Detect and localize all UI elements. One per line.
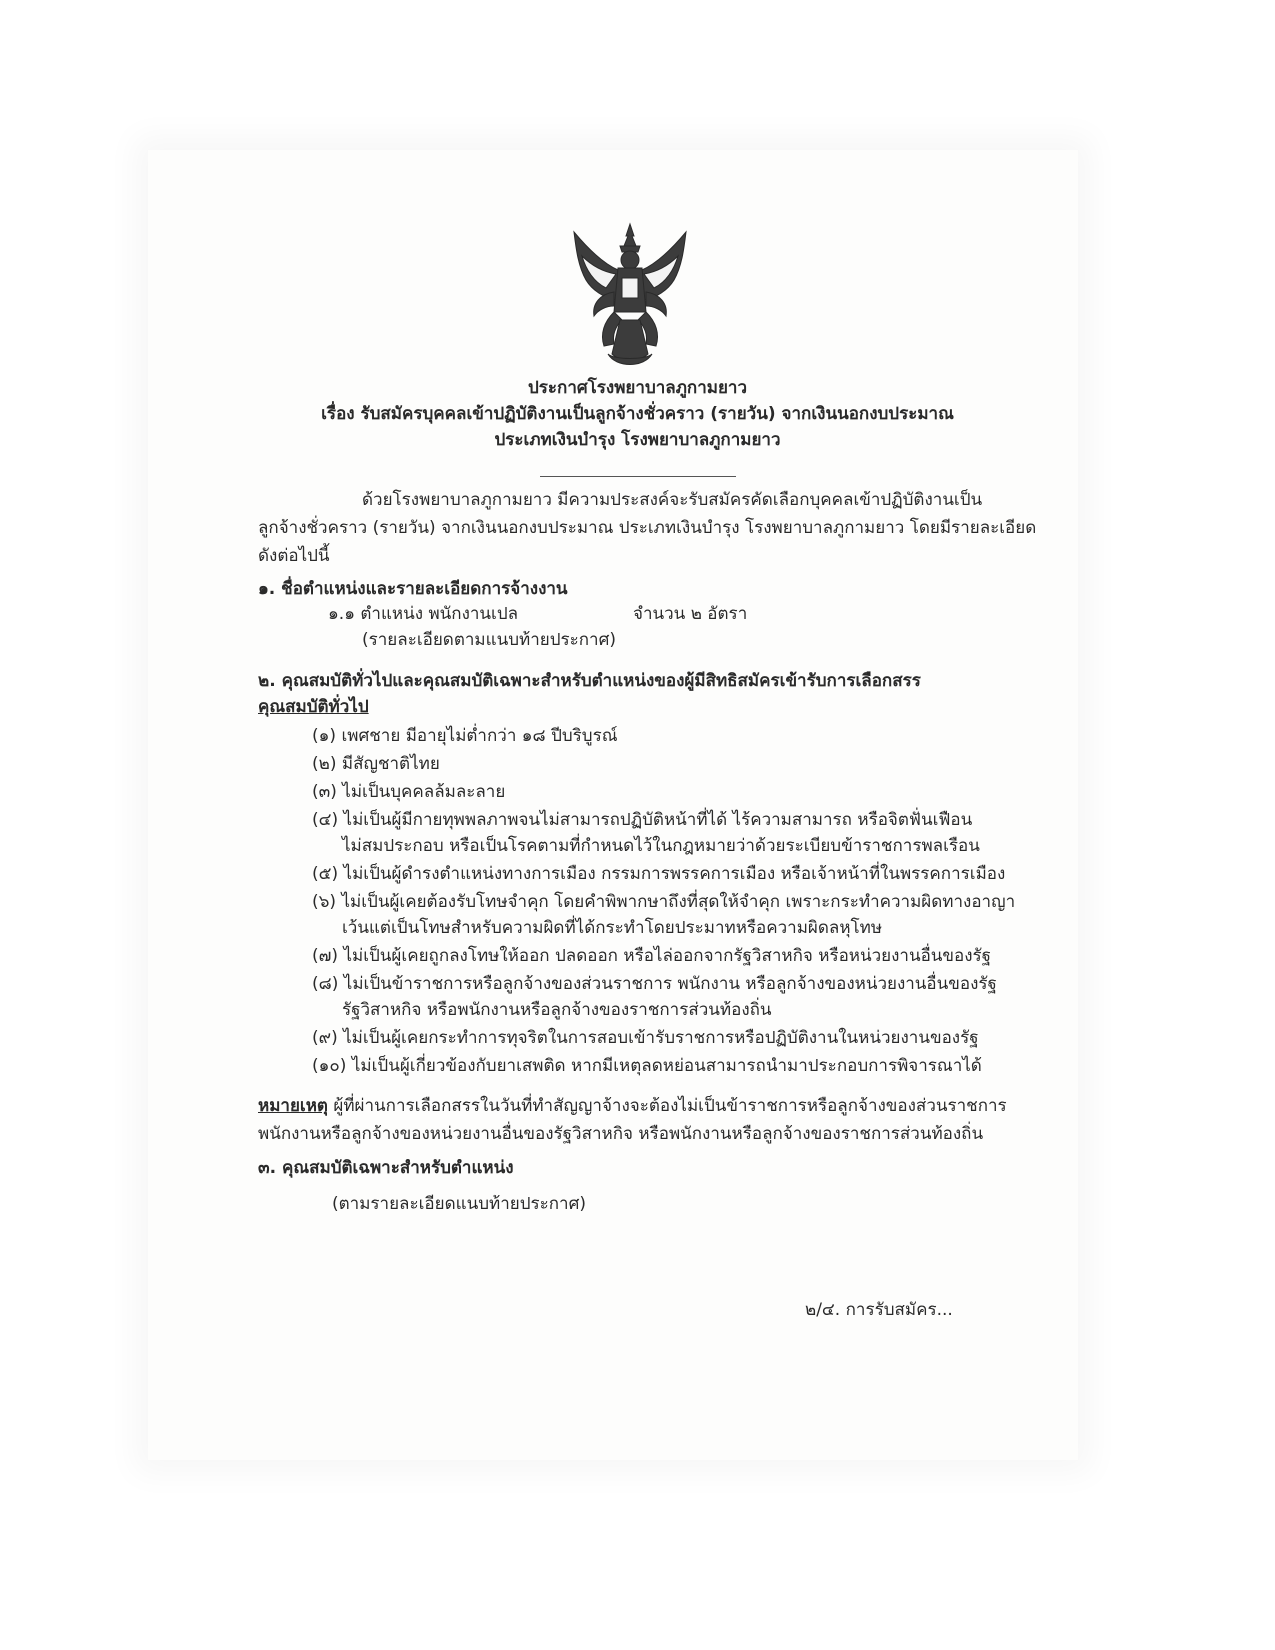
intro-line-1: ด้วยโรงพยาบาลภูกามยาว มีความประสงค์จะรับสมัครคัดเลือกบุคคลเข้าปฏิบัติงานเป็น bbox=[362, 490, 983, 510]
qualification-item: (๙) ไม่เป็นผู้เคยกระทำการทุจริตในการสอบเข้ารับราชการหรือปฏิบัติงานในหน่วยงานของรัฐ bbox=[312, 1028, 979, 1048]
section-2-title: ๒. คุณสมบัติทั่วไปและคุณสมบัติเฉพาะสำหรับตำแหน่งของผู้มีสิทธิสมัครเข้ารับการเลือกสรร bbox=[258, 671, 921, 691]
section-1-title: ๑. ชื่อตำแหน่งและรายละเอียดการจ้างงาน bbox=[258, 579, 568, 599]
qualification-item: (๑) เพศชาย มีอายุไม่ต่ำกว่า ๑๘ ปีบริบูรณ์ bbox=[312, 726, 618, 746]
qualification-item: (๒) มีสัญชาติไทย bbox=[312, 754, 440, 774]
position-detail-note: (รายละเอียดตามแนบท้ายประกาศ) bbox=[362, 630, 617, 650]
qualification-item-continued: เว้นแต่เป็นโทษสำหรับความผิดที่ได้กระทำโดยประมาทหรือความผิดลหุโทษ bbox=[342, 918, 883, 938]
remark-label: หมายเหตุ bbox=[258, 1096, 328, 1116]
qualification-item-continued: รัฐวิสาหกิจ หรือพนักงานหรือลูกจ้างของราชการส่วนท้องถิ่น bbox=[342, 1000, 772, 1020]
remark-line-1 bbox=[258, 1094, 1007, 1118]
position-name: ๑.๑ ตำแหน่ง พนักงานเปล bbox=[328, 604, 519, 624]
remark-text: ผู้ที่ผ่านการเลือกสรรในวันที่ทำสัญญาจ้างจะต้องไม่เป็นข้าราชการหรือลูกจ้างของส่วนราชการ bbox=[327, 1096, 1007, 1116]
section-3-title: ๓. คุณสมบัติเฉพาะสำหรับตำแหน่ง bbox=[258, 1158, 514, 1178]
next-page-footer: ๒/๔. การรับสมัคร... bbox=[805, 1300, 953, 1320]
intro-line-2: ลูกจ้างชั่วคราว (รายวัน) จากเงินนอกงบประมาณ ประเภทเงินบำรุง โรงพยาบาลภูกามยาว โดยมีรายละเอียด bbox=[258, 518, 1037, 538]
general-qualifications-heading: คุณสมบัติทั่วไป bbox=[258, 697, 369, 717]
qualification-item: (๘) ไม่เป็นข้าราชการหรือลูกจ้างของส่วนราชการ พนักงาน หรือลูกจ้างของหน่วยงานอื่นของรัฐ bbox=[312, 974, 997, 994]
announcement-subject: เรื่อง รับสมัครบุคคลเข้าปฏิบัติงานเป็นลูกจ้างชั่วคราว (รายวัน) จากเงินนอกงบประมาณ bbox=[321, 404, 954, 424]
qualification-item: (๔) ไม่เป็นผู้มีกายทุพพลภาพจนไม่สามารถปฏิบัติหน้าที่ได้ ไร้ความสามารถ หรือจิตฟั่นเฟือน bbox=[312, 810, 973, 830]
announcement-subject-line2: ประเภทเงินบำรุง โรงพยาบาลภูกามยาว bbox=[494, 430, 781, 450]
heading-divider bbox=[540, 476, 736, 477]
remark-line-2: พนักงานหรือลูกจ้างของหน่วยงานอื่นของรัฐวิสาหกิจ หรือพนักงานหรือลูกจ้างของราชการส่วนท้องถิ่น bbox=[258, 1124, 984, 1144]
position-count: จำนวน ๒ อัตรา bbox=[633, 604, 748, 624]
qualification-item: (๗) ไม่เป็นผู้เคยถูกลงโทษให้ออก ปลดออก หรือไล่ออกจากรัฐวิสาหกิจ หรือหน่วยงานอื่นของรัฐ bbox=[312, 946, 992, 966]
qualification-item: (๖) ไม่เป็นผู้เคยต้องรับโทษจำคุก โดยคำพิพากษาถึงที่สุดให้จำคุก เพราะกระทำความผิดทางอาญา bbox=[312, 892, 1016, 912]
qualification-item: (๕) ไม่เป็นผู้ดำรงตำแหน่งทางการเมือง กรรมการพรรคการเมือง หรือเจ้าหน้าที่ในพรรคการเมือง bbox=[312, 864, 1006, 884]
qualification-item: (๓) ไม่เป็นบุคคลล้มละลาย bbox=[312, 782, 506, 802]
qualification-item: (๑๐) ไม่เป็นผู้เกี่ยวข้องกับยาเสพติด หากมีเหตุลดหย่อนสามารถนำมาประกอบการพิจารณาได้ bbox=[312, 1056, 982, 1076]
specific-qualification-note: (ตามรายละเอียดแนบท้ายประกาศ) bbox=[332, 1194, 587, 1214]
qualification-item-continued: ไม่สมประกอบ หรือเป็นโรคตามที่กำหนดไว้ในกฎหมายว่าด้วยระเบียบข้าราชการพลเรือน bbox=[342, 836, 980, 856]
announcement-title: ประกาศโรงพยาบาลภูกามยาว bbox=[527, 378, 748, 398]
intro-line-3: ดังต่อไปนี้ bbox=[258, 546, 330, 566]
garuda-emblem-icon bbox=[568, 222, 692, 370]
